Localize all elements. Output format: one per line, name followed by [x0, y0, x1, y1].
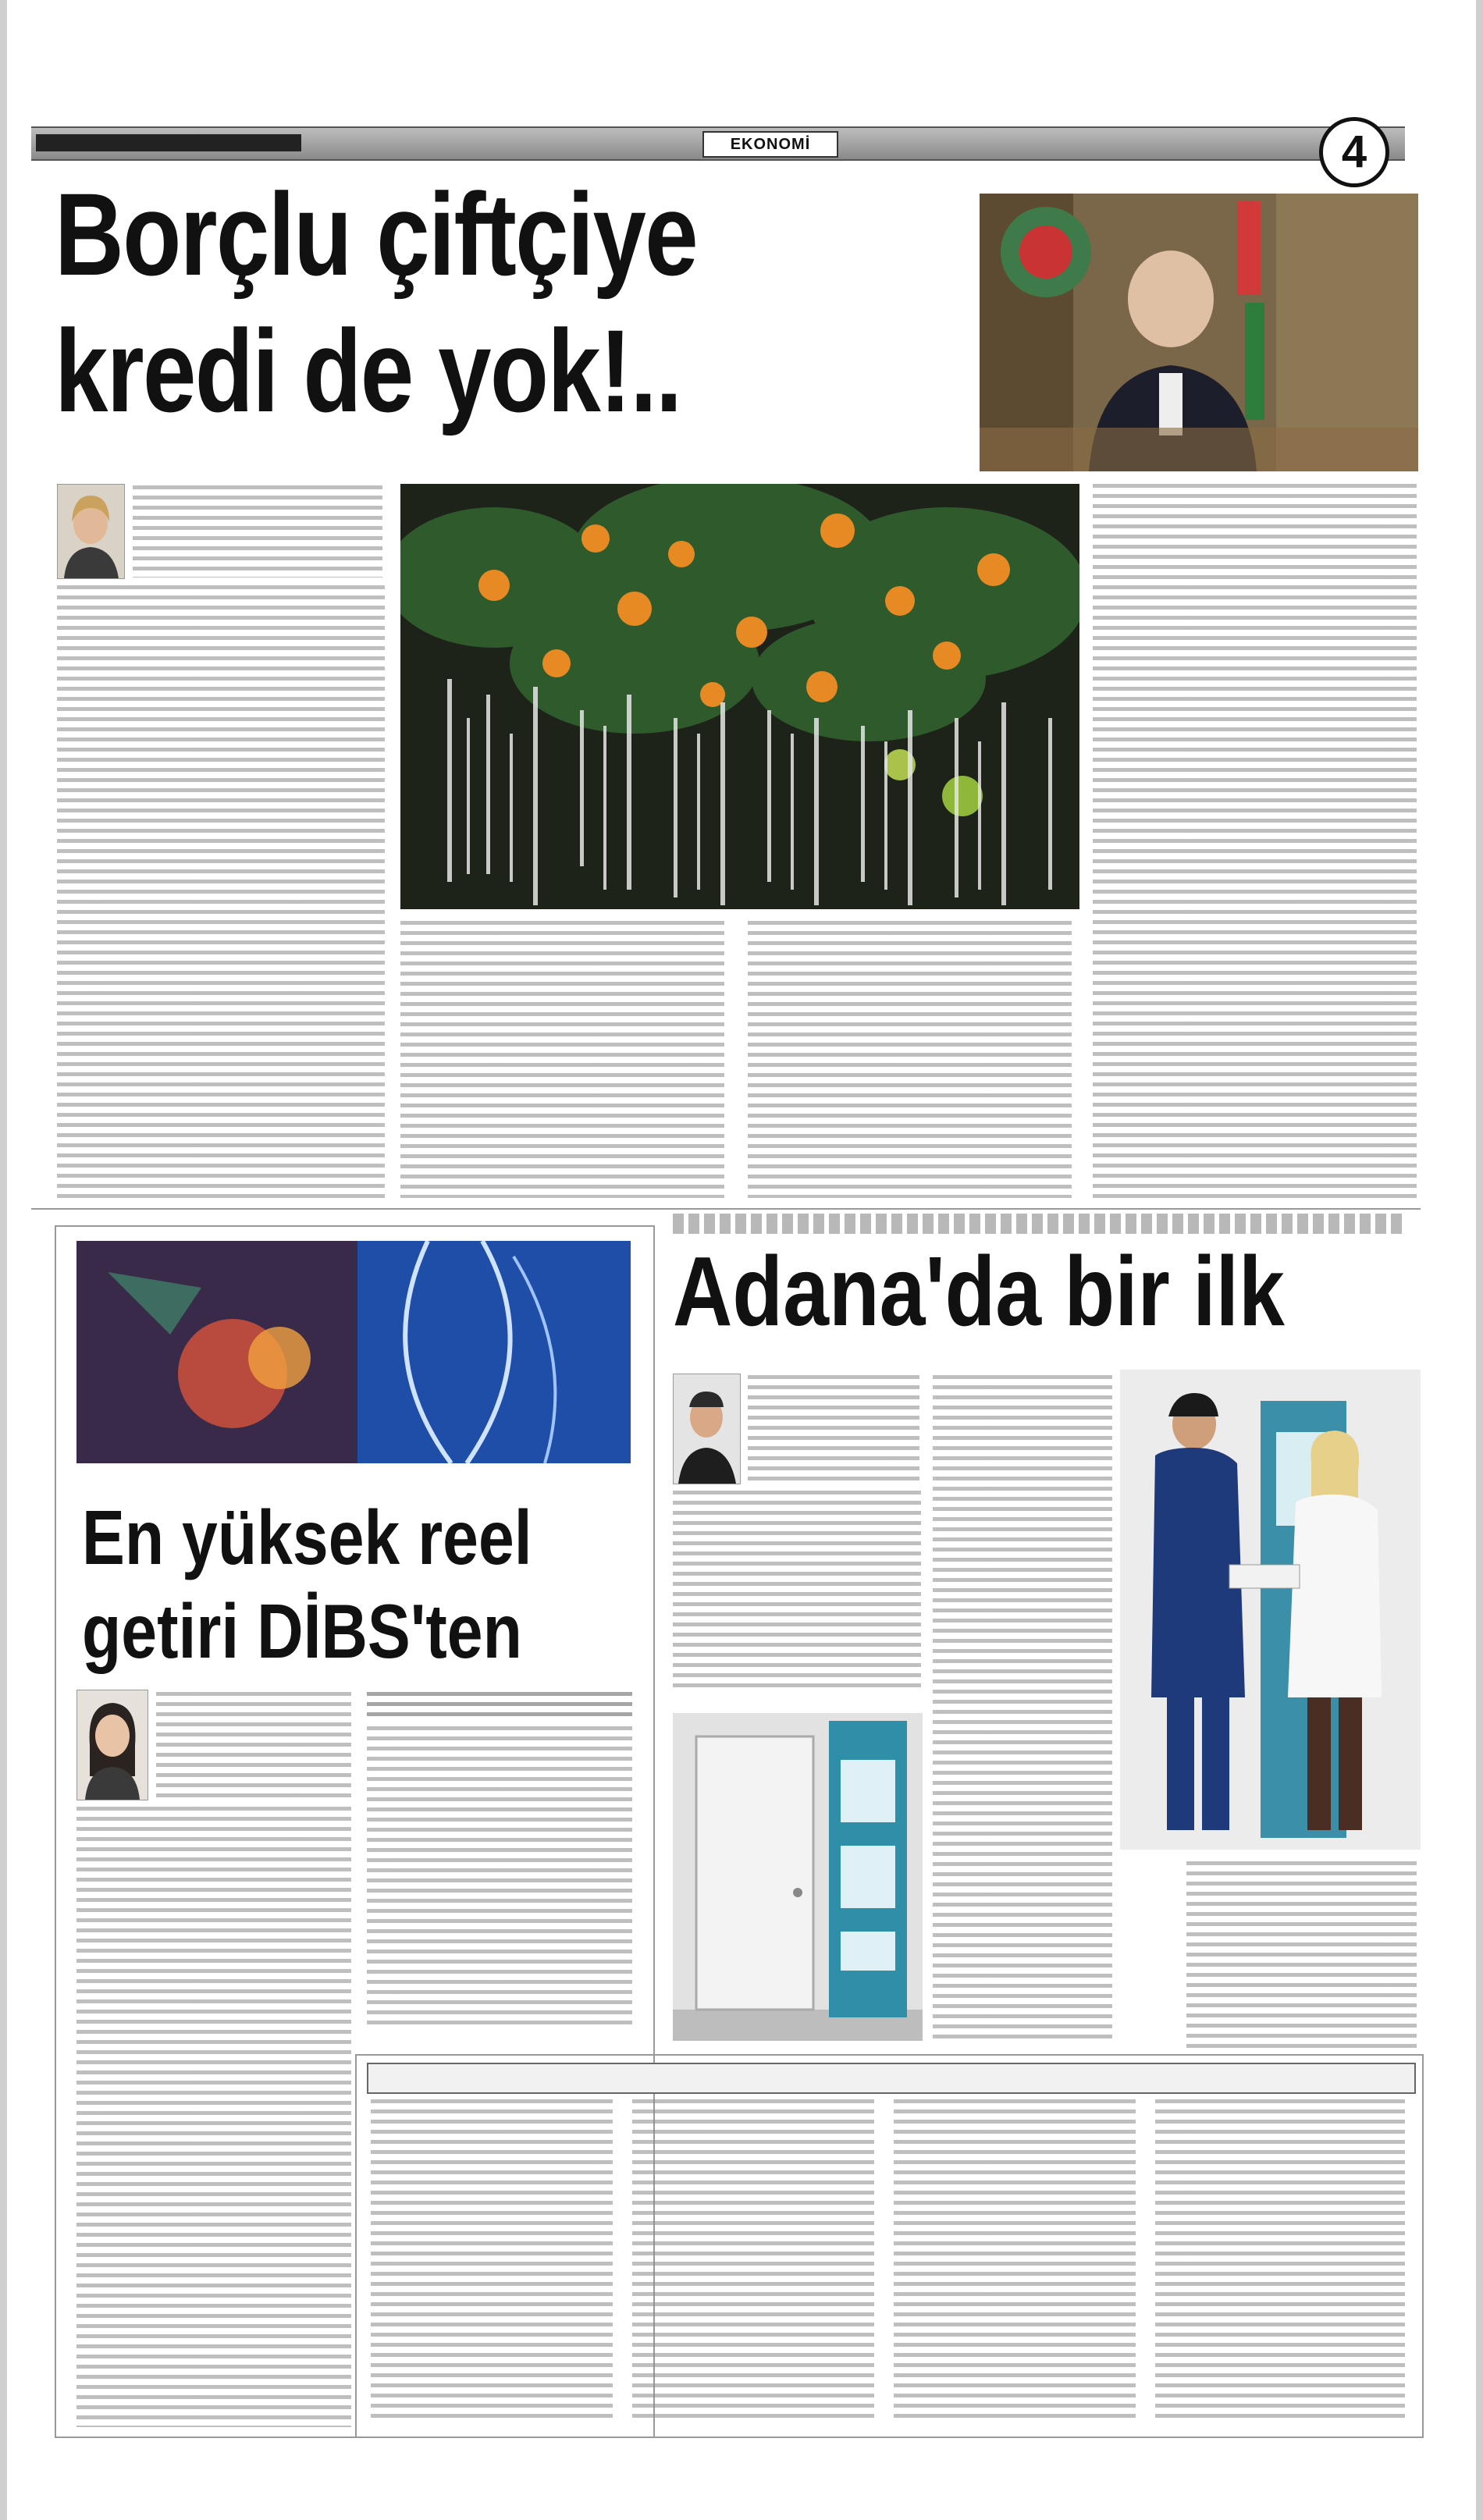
clinic-headline: Adana'da bir ilk — [673, 1236, 1285, 1346]
columnist-portrait-3 — [673, 1374, 741, 1484]
main-article-col2 — [400, 921, 724, 1198]
notice-col1 — [371, 2099, 613, 2419]
dibs-headline-line2: getiri DİBS'ten — [82, 1588, 522, 1674]
columnist-portrait-1 — [57, 484, 125, 579]
main-headline-line2: kredi de yok!.. — [55, 305, 681, 436]
clinic-caption — [1186, 1861, 1417, 2049]
clinic-col2 — [933, 1375, 1112, 2045]
official-portrait-icon — [980, 194, 1418, 471]
header-bar — [31, 126, 1405, 161]
columnist-face-icon-3 — [674, 1374, 740, 1484]
page-number-badge: 4 — [1319, 117, 1389, 187]
columnist-portrait-2 — [76, 1690, 148, 1800]
clinic-kicker — [673, 1214, 1407, 1234]
ceremony-icon — [1120, 1370, 1421, 1850]
main-article-col1-intro — [133, 485, 382, 578]
clinic-room-photo — [673, 1713, 923, 2041]
finance-graphic-photo — [76, 1241, 631, 1463]
notice-col3 — [894, 2099, 1136, 2419]
dibs-col1 — [76, 1807, 351, 2427]
dibs-col2 — [367, 1726, 632, 2031]
dibs-headline-line1: En yüksek reel — [82, 1495, 532, 1580]
ceremony-photo — [1120, 1370, 1421, 1850]
main-article-col4 — [1093, 484, 1417, 1198]
orange-tree-icon — [400, 484, 1079, 909]
columnist-face-icon — [58, 485, 124, 578]
official-portrait-photo — [980, 194, 1418, 471]
notice-title-bar — [367, 2063, 1416, 2094]
columnist-face-icon-2 — [77, 1690, 148, 1800]
main-article-col3 — [748, 921, 1072, 1198]
dibs-subheading — [367, 1692, 632, 1720]
main-headline-line1: Borçlu çiftçiye — [55, 169, 698, 300]
clinic-intro — [748, 1375, 919, 1483]
notice-col4 — [1155, 2099, 1405, 2419]
clinic-room-icon — [673, 1713, 923, 2041]
dibs-intro — [156, 1692, 351, 1799]
finance-graphic-icon — [76, 1241, 631, 1463]
notice-col2 — [632, 2099, 874, 2419]
header-left-strip — [36, 134, 301, 151]
orange-tree-photo — [400, 484, 1079, 909]
section-tag: EKONOMİ — [702, 131, 838, 158]
section-divider — [31, 1208, 1421, 1210]
main-article-col1 — [57, 585, 385, 1198]
clinic-col1 — [673, 1491, 921, 1694]
